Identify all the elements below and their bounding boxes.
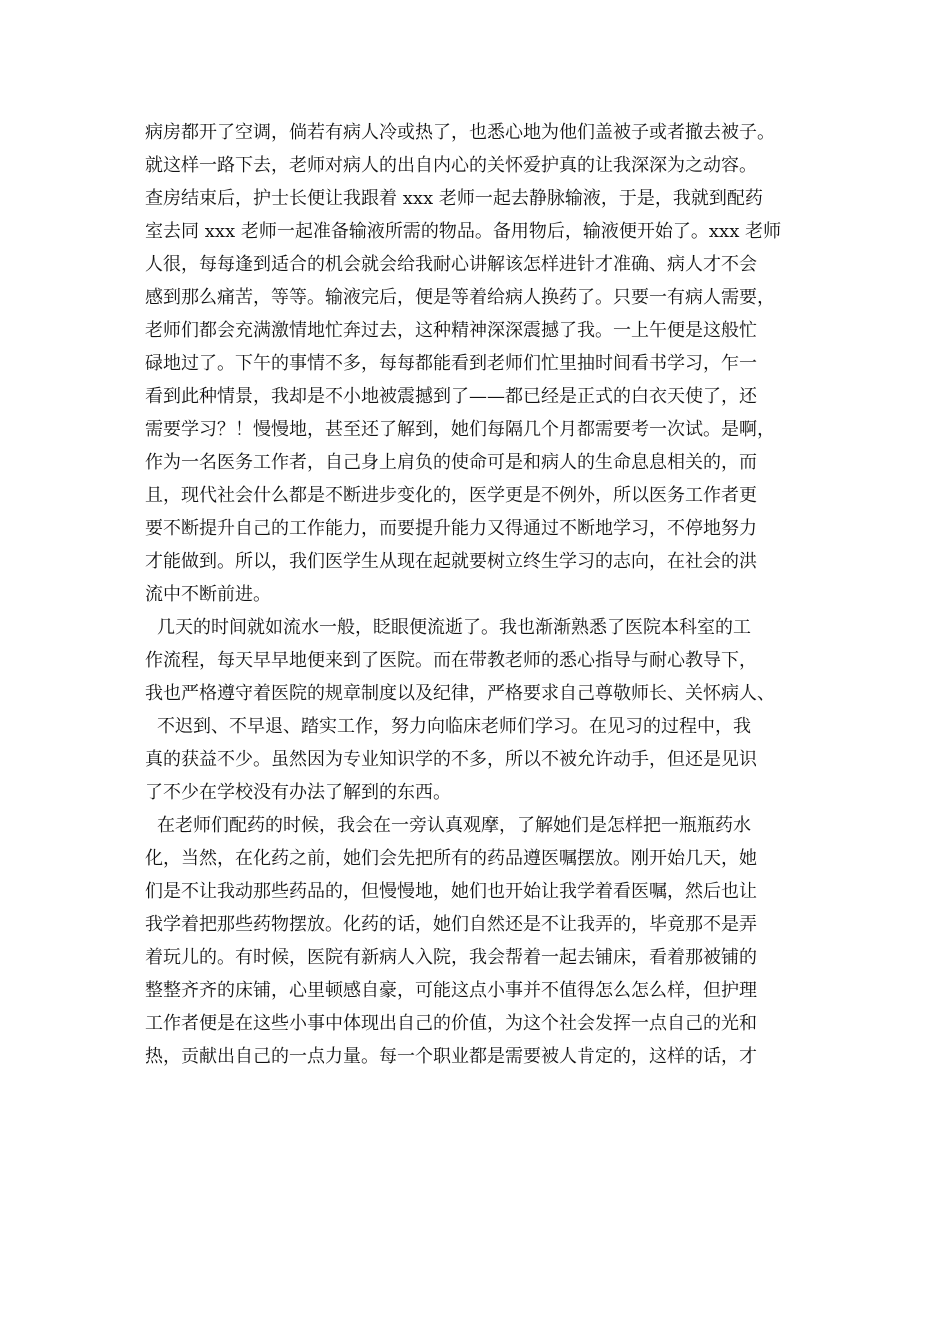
text-line: 室去同 xxx 老师一起准备输液所需的物品。备用物后，输液便开始了。xxx 老师: [145, 221, 782, 242]
text-line: 着玩儿的。有时候，医院有新病人入院，我会帮着一起去铺床，看着那被铺的: [145, 947, 757, 968]
text-line: 流中不断前进。: [145, 584, 271, 605]
text-line: 老师们都会充满激情地忙奔过去，这种精神深深震撼了我。一上午便是这般忙: [145, 320, 757, 341]
text-line: 不迟到、不早退、踏实工作，努力向临床老师们学习。在见习的过程中，我: [157, 716, 751, 737]
text-line: 工作者便是在这些小事中体现出自己的价值，为这个社会发挥一点自己的光和: [145, 1013, 757, 1034]
paragraph-start-line: 在老师们配药的时候，我会在一旁认真观摩，了解她们是怎样把一瓶瓶药水: [157, 815, 751, 836]
text-line: 们是不让我动那些药品的，但慢慢地，她们也开始让我学着看医嘱，然后也让: [145, 881, 757, 902]
text-line: 查房结束后，护士长便让我跟着 xxx 老师一起去静脉输液，于是，我就到配药: [145, 188, 763, 209]
text-line: 需要学习？！慢慢地，甚至还了解到，她们每隔几个月都需要考一次试。是啊，: [145, 419, 775, 440]
text-line: 病房都开了空调，倘若有病人冷或热了，也悉心地为他们盖被子或者撤去被子。: [145, 122, 775, 143]
text-line: 要不断提升自己的工作能力，而要提升能力又得通过不断地学习，不停地努力: [145, 518, 757, 539]
text-line: 了不少在学校没有办法了解到的东西。: [145, 782, 451, 803]
text-line: 才能做到。所以，我们医学生从现在起就要树立终生学习的志向，在社会的洪: [145, 551, 757, 572]
text-line: 化，当然，在化药之前，她们会先把所有的药品遵医嘱摆放。刚开始几天，她: [145, 848, 757, 869]
text-line: 我学着把那些药物摆放。化药的话，她们自然还是不让我弄的，毕竟那不是弄: [145, 914, 757, 935]
text-line: 感到那么痛苦，等等。输液完后，便是等着给病人换药了。只要一有病人需要，: [145, 287, 775, 308]
text-line: 且，现代社会什么都是不断进步变化的，医学更是不例外，所以医务工作者更: [145, 485, 757, 506]
text-line: 热，贡献出自己的一点力量。每一个职业都是需要被人肯定的，这样的话，才: [145, 1046, 757, 1067]
text-line: 作流程，每天早早地便来到了医院。而在带教老师的悉心指导与耐心教导下，: [145, 650, 757, 671]
text-line: 整整齐齐的床铺，心里顿感自豪，可能这点小事并不值得怎么怎么样，但护理: [145, 980, 757, 1001]
text-line: 碌地过了。下午的事情不多，每每都能看到老师们忙里抽时间看书学习，乍一: [145, 353, 757, 374]
text-line: 就这样一路下去，老师对病人的出自内心的关怀爱护真的让我深深为之动容。: [145, 155, 757, 176]
text-line: 我也严格遵守着医院的规章制度以及纪律，严格要求自己尊敬师长、关怀病人、: [145, 683, 775, 704]
document-body: [145, 116, 805, 1073]
text-line: 人很，每每逢到适合的机会就会给我耐心讲解该怎样进针才准确、病人才不会: [145, 254, 757, 275]
text-line: 看到此种情景，我却是不小地被震撼到了——都已经是正式的白衣天使了，还: [145, 386, 757, 407]
text-line: 作为一名医务工作者，自己身上肩负的使命可是和病人的生命息息相关的，而: [145, 452, 757, 473]
paragraph-start-line: 几天的时间就如流水一般，眨眼便流逝了。我也渐渐熟悉了医院本科室的工: [157, 617, 751, 638]
text-line: 真的获益不少。虽然因为专业知识学的不多，所以不被允许动手，但还是见识: [145, 749, 757, 770]
